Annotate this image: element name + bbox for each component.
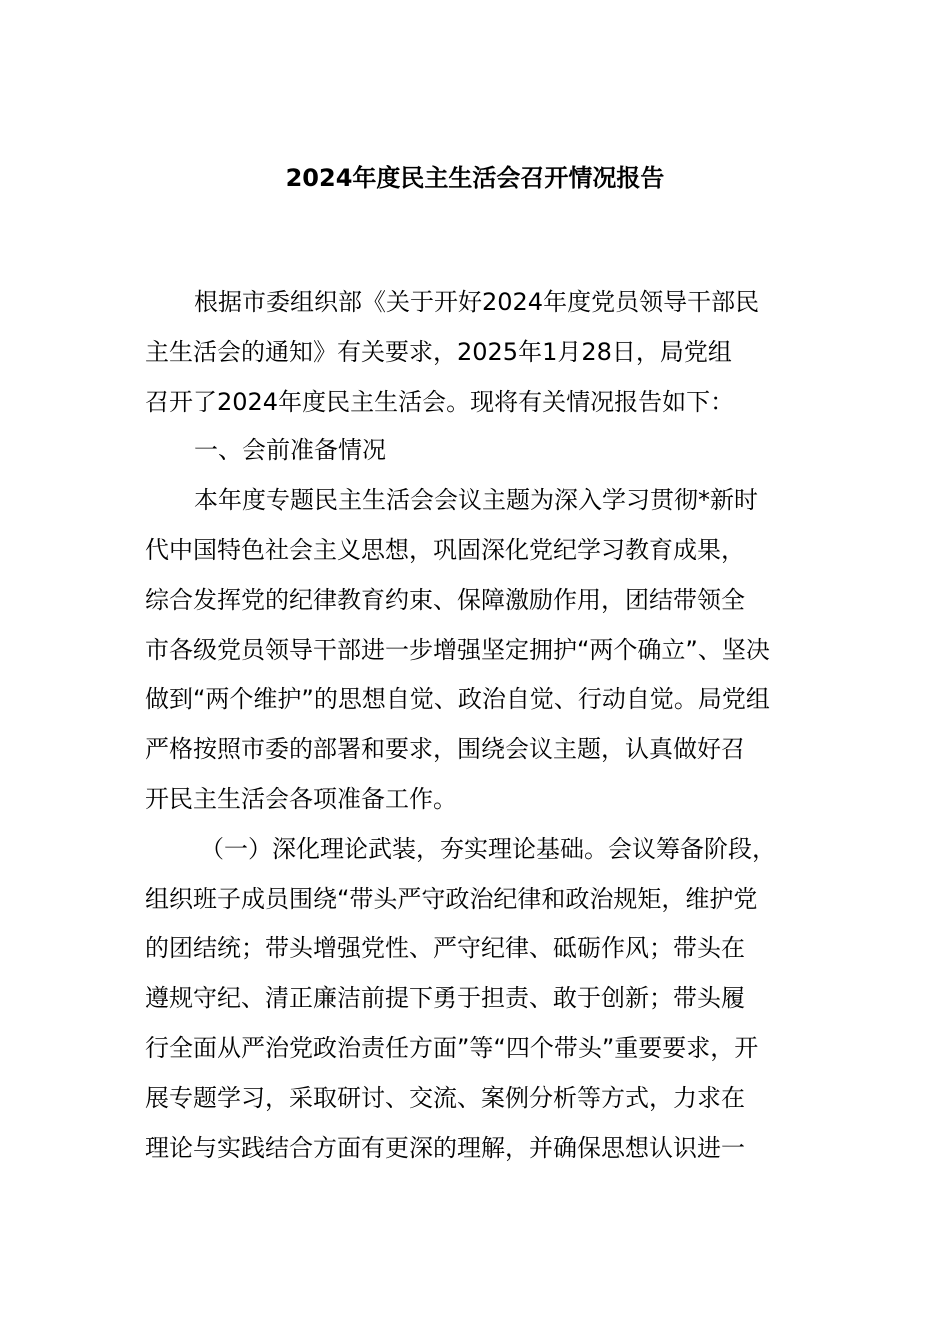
document-title: 2024年度民主生活会召开情况报告 <box>285 164 665 192</box>
paragraph-line: 的团结统；带头增强党性、严守纪律、砥砺作风；带头在 <box>145 934 745 962</box>
paragraph-line: 遵规守纪、清正廉洁前提下勇于担责、敢于创新；带头履 <box>145 984 745 1012</box>
paragraph-line: 做到“两个维护”的思想自觉、政治自觉、行动自觉。局党组 <box>145 685 770 713</box>
subsection-line: （一）深化理论武装，夯实理论基础。会议筹备阶段， <box>200 835 776 863</box>
paragraph-line: 根据市委组织部《关于开好2024年度党员领导干部民 <box>194 288 760 316</box>
paragraph-line: 市各级党员领导干部进一步增强坚定拥护“两个确立”、坚决 <box>145 636 770 664</box>
paragraph-line: 行全面从严治党政治责任方面”等“四个带头”重要要求，开 <box>145 1034 759 1062</box>
paragraph-line: 理论与实践结合方面有更深的理解，并确保思想认识进一 <box>145 1134 745 1162</box>
section-heading: 一、会前准备情况 <box>194 436 386 464</box>
paragraph-line: 本年度专题民主生活会会议主题为深入学习贯彻*新时 <box>194 486 758 514</box>
paragraph-line: 综合发挥党的纪律教育约束、保障激励作用，团结带领全 <box>145 586 745 614</box>
paragraph-line: 主生活会的通知》有关要求，2025年1月28日，局党组 <box>145 338 732 366</box>
paragraph-line: 展专题学习，采取研讨、交流、案例分析等方式，力求在 <box>145 1084 745 1112</box>
paragraph-line: 召开了2024年度民主生活会。现将有关情况报告如下： <box>145 388 735 416</box>
paragraph-line: 严格按照市委的部署和要求，围绕会议主题，认真做好召 <box>145 735 745 763</box>
paragraph-line: 开民主生活会各项准备工作。 <box>145 785 457 813</box>
paragraph-line: 代中国特色社会主义思想，巩固深化党纪学习教育成果， <box>145 536 745 564</box>
paragraph-line: 组织班子成员围绕“带头严守政治纪律和政治规矩，维护党 <box>145 885 758 913</box>
